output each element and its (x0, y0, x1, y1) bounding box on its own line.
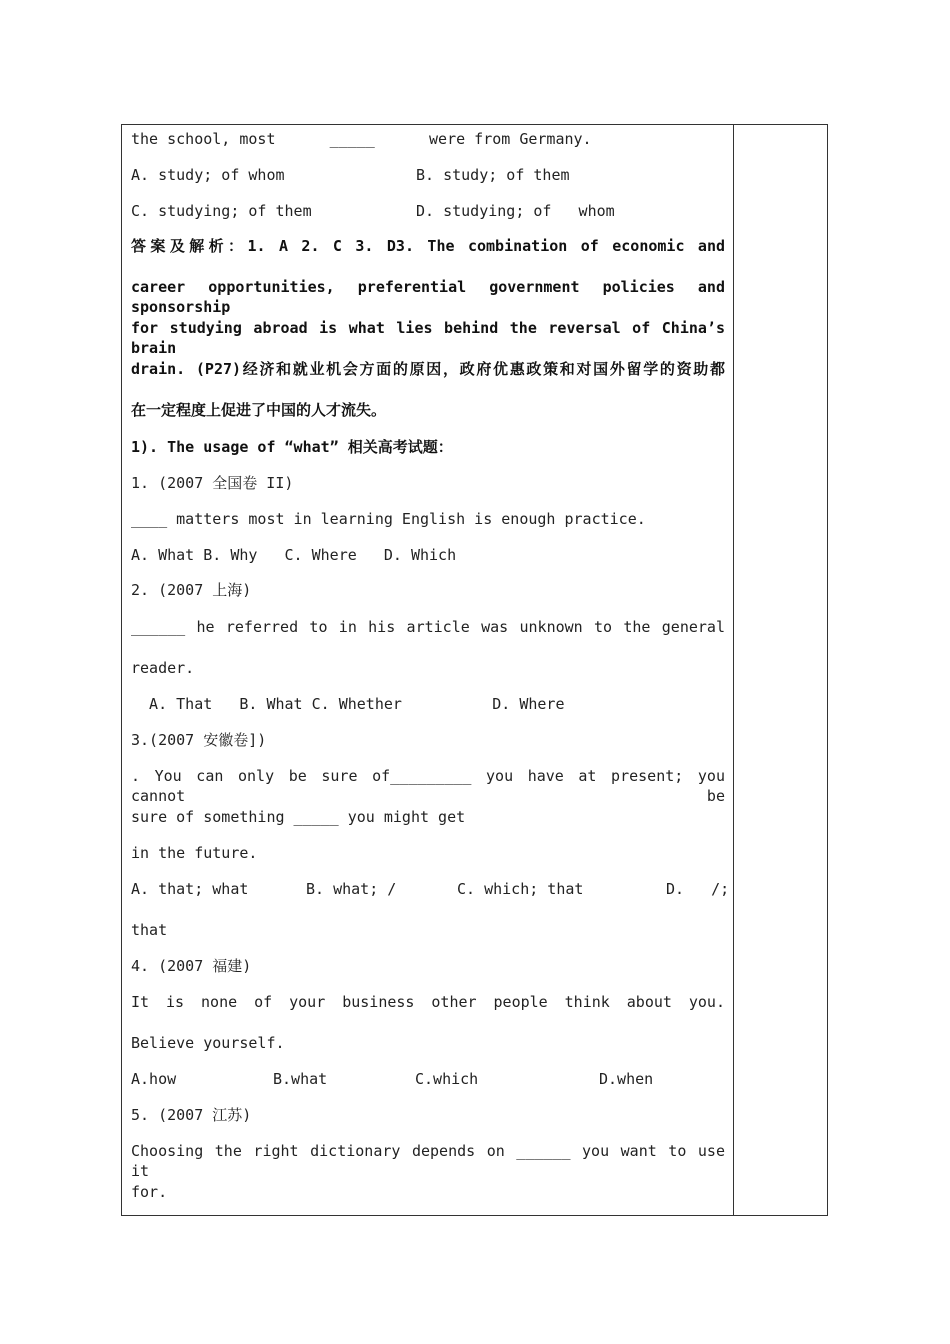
notes-column (734, 125, 827, 1215)
answer-explanation-line (131, 236, 725, 256)
question-stem-line: ____ matters most in learning English is enough practice. (131, 510, 646, 528)
question-stem-line: the school, most _____ were from Germany. (131, 130, 592, 148)
explanation-line: career opportunities, preferential government policies and sponsorship (131, 278, 725, 316)
question-source: 1. (2007 全国卷 II) (131, 474, 294, 492)
question-stem-line: Believe yourself. (131, 1034, 285, 1052)
question-source: 4. (2007 福建) (131, 957, 252, 975)
option-row-continued: that (131, 921, 168, 939)
question-stem-line: for. (131, 1183, 168, 1201)
question-stem-line: . You can only be sure of_________ you have at present; you cannot be (131, 767, 725, 805)
question-stem-line: ______ he referred to in his article was unknown to the general (131, 618, 725, 636)
option-c: C. which; that (457, 880, 584, 898)
option-d: D.when (599, 1070, 654, 1088)
option-c: C. studying; of them (131, 202, 312, 220)
explanation-line: for studying abroad is what lies behind the reversal of China’s brain (131, 319, 725, 357)
question-stem-line: It is none of your business other people think about you. (131, 993, 725, 1011)
answer-label: 答案及解析：1. A 2. C 3. D (131, 237, 396, 255)
option-b: B.what (273, 1070, 328, 1088)
question-source: 5. (2007 江苏) (131, 1106, 252, 1124)
question-stem-line: sure of something _____ you might get (131, 808, 466, 826)
option-d: D. studying; of whom (416, 202, 615, 220)
question-source: 3.(2007 安徽卷]) (131, 731, 267, 749)
explanation-line: drain. (P27)经济和就业机会方面的原因，政府优惠政策和对国外留学的资助都 (131, 360, 725, 378)
question-stem-line: in the future. (131, 844, 258, 862)
option-c: C.which (415, 1070, 479, 1088)
option-a: A. study; of whom (131, 166, 285, 184)
option-d: D. /; (666, 880, 730, 898)
document-table (121, 124, 828, 1216)
option-row: A. That B. What C. Whether D. Where (131, 695, 565, 713)
explanation-text: 3. The combination of economic and (395, 237, 726, 255)
question-stem-line: reader. (131, 659, 195, 677)
section-heading: 1). The usage of “what” 相关高考试题： (131, 438, 453, 456)
explanation-line: 在一定程度上促进了中国的人才流失。 (131, 401, 387, 419)
question-stem-line: Choosing the right dictionary depends on ______ you want to use it (131, 1142, 725, 1180)
option-row: A. What B. Why C. Where D. Which (131, 546, 457, 564)
option-a: A.how (131, 1070, 177, 1088)
option-b: B. study; of them (416, 166, 570, 184)
option-b: B. what; / (306, 880, 397, 898)
question-source: 2. (2007 上海) (131, 581, 252, 599)
option-a: A. that; what (131, 880, 249, 898)
